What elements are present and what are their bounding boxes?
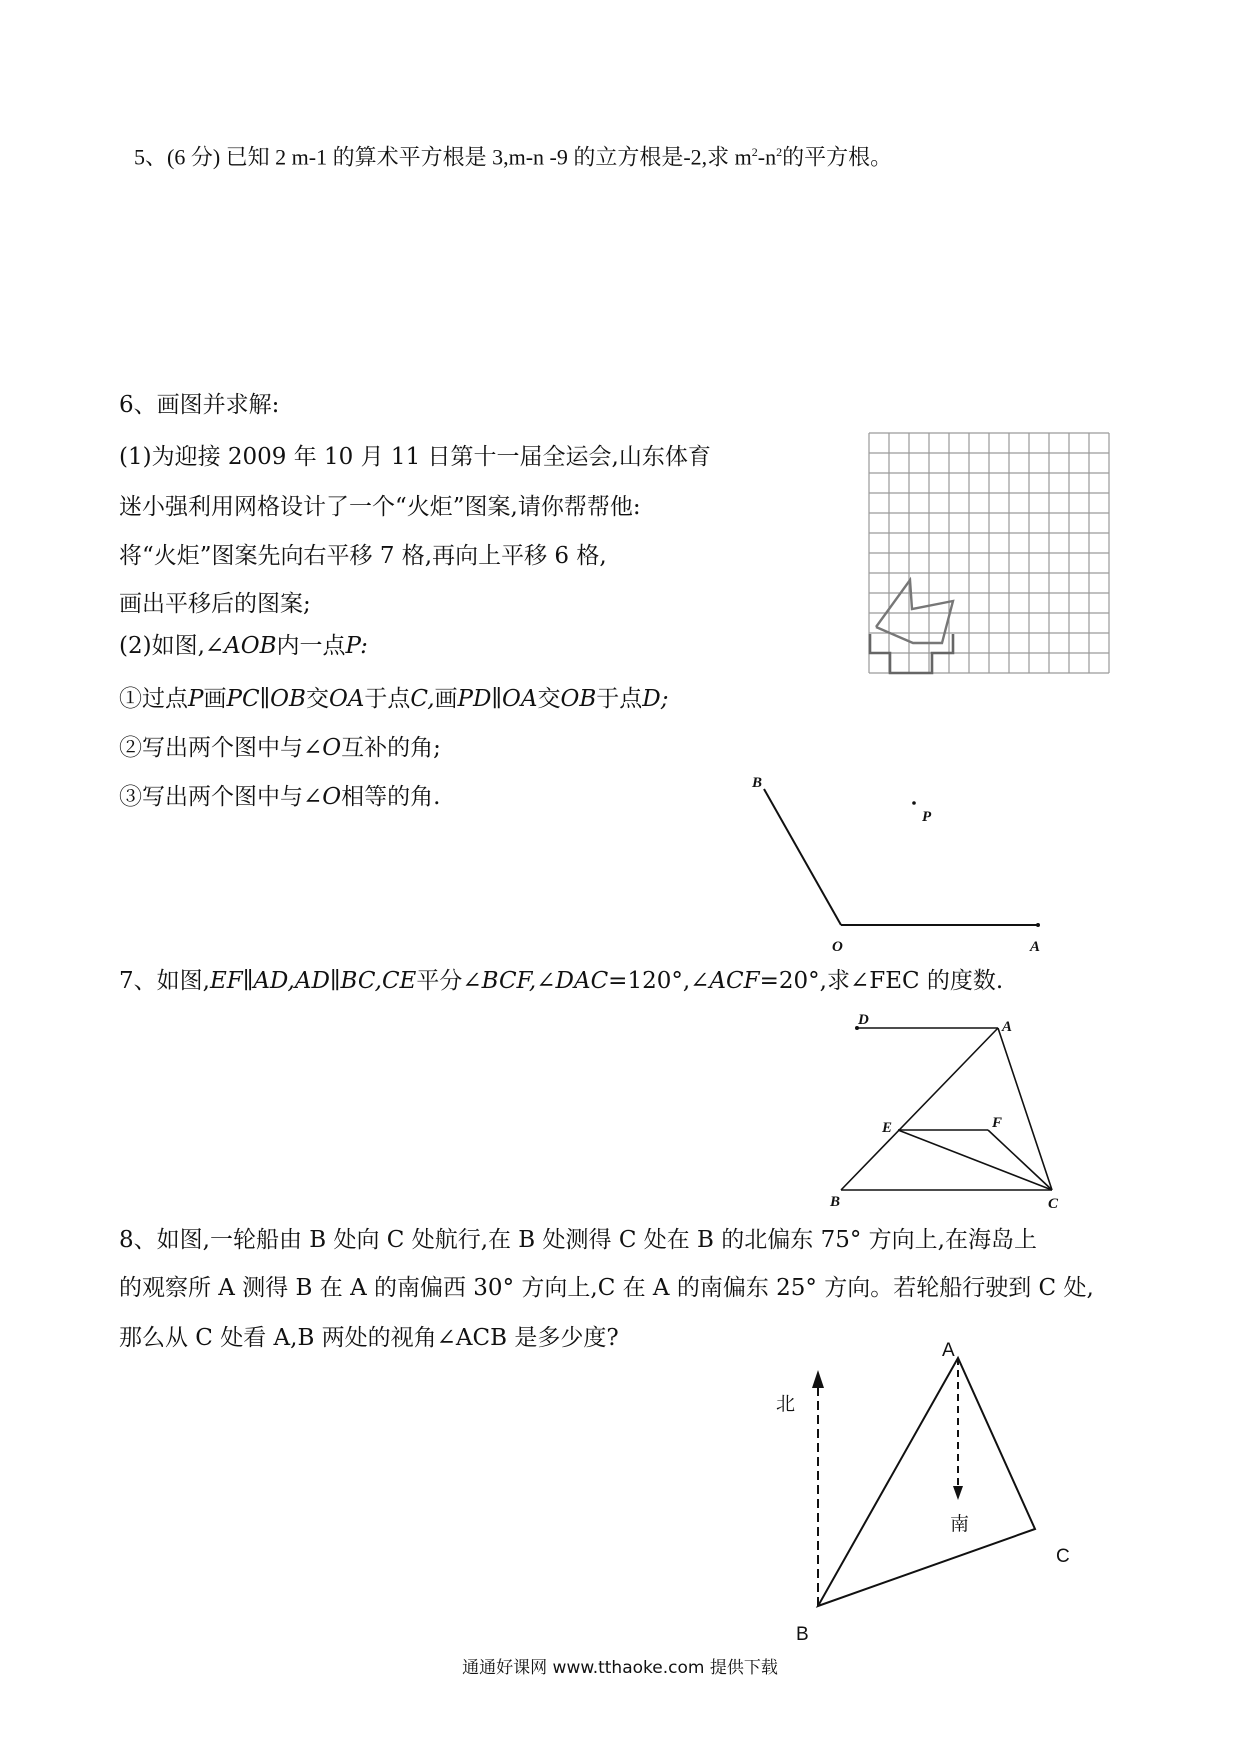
q8-line1: 8、如图,一轮船由 B 处向 C 处航行,在 B 处测得 C 处在 B 的北偏东 75° 方向上,在海岛上 [119,1227,1037,1253]
q6-title: 6、画图并求解: [119,392,280,418]
q6-part1-line4: 画出平移后的图案; [119,591,311,617]
q6-step2: ②写出两个图中与∠O互补的角; [119,735,441,761]
label-f: F [992,1115,1003,1131]
label-b: B [830,1194,841,1210]
point-a-dot [1036,923,1040,927]
label-a: A [942,1340,955,1361]
south-arrow-head [953,1486,963,1500]
point-p-dot [912,801,916,805]
ray-ob [764,789,841,925]
triangle-abc [818,1358,1035,1606]
q5-text: 5、(6 分) 已知 2 m-1 的算术平方根是 3,m-n -9 的立方根是-2,求 $m^2-n^2$的平方根。 [134,144,893,170]
q6-part1-line1: (1)为迎接 2009 年 10 月 11 日第十一届全运会,山东体育 [119,444,711,470]
q8-line2: 的观察所 A 测得 B 在 A 的南偏西 30° 方向上,C 在 A 的南偏东 25° 方向。若轮船行驶到 C 处, [119,1275,1094,1301]
torch-grid-figure [869,433,1109,673]
q6-part2-intro: (2)如图,∠AOB内一点P: [119,633,368,659]
q8-line3: 那么从 C 处看 A,B 两处的视角∠ACB 是多少度? [119,1325,619,1351]
north-arrow-head [812,1370,824,1388]
label-c: C [1056,1546,1070,1567]
segment-ab [841,1028,998,1190]
label-a: A [1030,939,1041,955]
label-a: A [1002,1019,1013,1035]
grid-lines [869,433,1109,673]
label-c: C [1048,1196,1059,1212]
label-e: E [882,1120,893,1136]
label-north: 北 [776,1394,796,1415]
label-o: O [832,939,843,955]
q6-step3: ③写出两个图中与∠O相等的角. [119,784,441,810]
label-d: D [858,1012,869,1028]
page-footer: 通通好课网 www.tthaoke.com 提供下载 [462,1658,778,1678]
q7-figure [830,1012,1070,1212]
label-b: B [796,1624,809,1645]
q6-step1: ①过点P画PC∥OB交OA于点C,画PD∥OA交OB于点D; [119,686,669,712]
segment-ec [898,1130,1052,1190]
q6-part1-line2: 迷小强利用网格设计了一个“火炬”图案,请你帮帮他: [119,494,641,520]
q6-part1-line3: 将“火炬”图案先向右平移 7 格,再向上平移 6 格, [119,543,607,569]
label-b: B [752,775,763,791]
q8-figure [760,1340,1080,1645]
q7-text: 7、如图,EF∥AD,AD∥BC,CE平分∠BCF,∠DAC=120°,∠ACF=20°,求∠FEC 的度数. [119,968,1004,994]
label-south: 南 [950,1514,970,1535]
label-p: P [922,809,932,825]
angle-aob-figure [740,765,1060,955]
